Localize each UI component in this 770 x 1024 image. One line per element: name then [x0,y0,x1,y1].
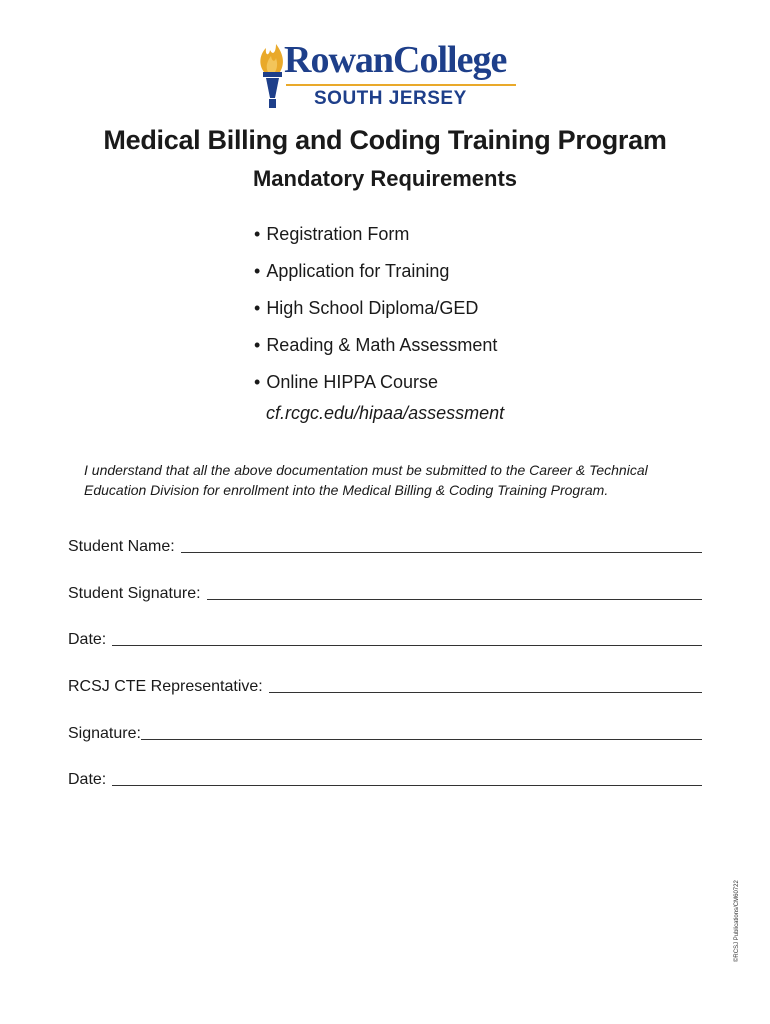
representative-label: RCSJ CTE Representative: [68,678,263,695]
page-title: Medical Billing and Coding Training Program [103,125,667,155]
student-name-label: Student Name: [68,538,175,555]
student-name-field[interactable] [68,533,702,557]
student-name-line[interactable] [181,552,702,553]
requirement-label: Registration Form [266,224,410,244]
student-signature-line[interactable] [207,599,702,600]
logo-rule [286,84,516,86]
list-item [254,335,497,355]
publication-code: ©RCSJ Publications/CM60722 [734,880,740,962]
list-item [254,224,497,244]
signature-line[interactable] [141,739,702,740]
list-item [254,298,497,318]
requirement-label: Reading & Math Assessment [266,335,498,355]
requirements-list [254,224,497,409]
bullet-icon: • [254,261,261,281]
requirement-label: Online HIPPA Course [266,372,439,392]
date-line[interactable] [112,645,702,646]
bullet-icon: • [254,372,261,392]
page-subtitle: Mandatory Requirements [252,166,518,191]
requirement-label: High School Diploma/GED [266,298,479,318]
date-label: Date: [68,631,107,648]
representative-date-label: Date: [68,771,107,788]
date-field[interactable] [68,626,702,650]
signature-label: Signature: [68,725,141,742]
bullet-icon: • [254,298,261,318]
representative-field[interactable] [68,673,702,697]
logo-name: RowanCollege [284,39,507,81]
student-signature-field[interactable] [68,580,702,604]
representative-date-line[interactable] [112,785,702,786]
signature-field[interactable] [68,720,702,744]
representative-date-field[interactable] [68,766,702,790]
college-logo [252,40,522,112]
student-signature-label: Student Signature: [68,585,201,602]
hipaa-course-url: cf.rcgc.edu/hipaa/assessment [266,403,505,423]
logo-subtitle: SOUTH JERSEY [314,88,467,109]
bullet-icon: • [254,224,261,244]
requirement-label: Application for Training [266,261,450,281]
list-item [254,261,497,281]
representative-line[interactable] [269,692,702,693]
list-item [254,372,497,392]
acknowledgement-statement: I understand that all the above documentation must be submitted to the Career & Technical Education Division for enrollment into the Medical Billing & Coding Training Program. [84,462,648,498]
bullet-icon: • [254,335,261,355]
